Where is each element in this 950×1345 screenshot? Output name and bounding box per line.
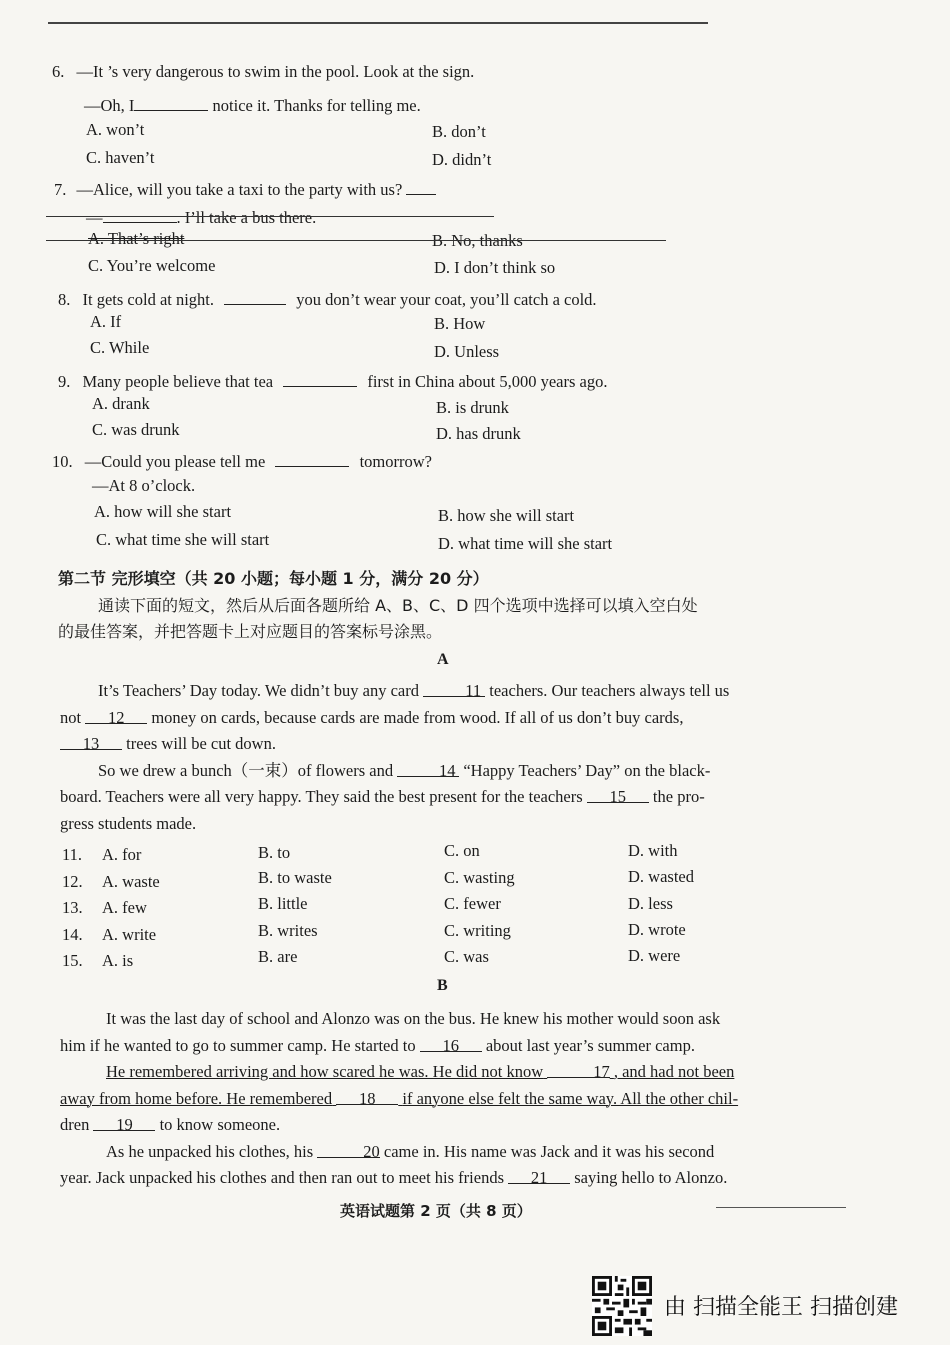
option-d: D. with bbox=[628, 841, 678, 860]
passage-a-heading: A bbox=[437, 651, 449, 668]
question-6-reply bbox=[84, 92, 421, 116]
option-d: D. less bbox=[628, 894, 673, 913]
question-number: 10. bbox=[52, 452, 73, 471]
option-number: 11. bbox=[62, 845, 83, 864]
option-a: A. is bbox=[102, 951, 134, 970]
option-c: C. haven’t bbox=[86, 148, 155, 167]
option-b: B. little bbox=[258, 894, 308, 913]
option-a: A. That’s right bbox=[88, 229, 185, 248]
passage-a bbox=[60, 678, 812, 837]
blank-19: 19 bbox=[93, 1112, 155, 1131]
passage-text: away from home before. He remembered bbox=[60, 1088, 333, 1108]
option-d: D. were bbox=[628, 946, 681, 965]
scanner-watermark: 由 扫描全能王 扫描创建 bbox=[664, 1295, 898, 1320]
blank-13: 13 bbox=[60, 731, 122, 750]
question-number: 9. bbox=[58, 372, 71, 391]
option-d: D. has drunk bbox=[436, 424, 521, 443]
option-b: B. How bbox=[434, 314, 486, 333]
option-a: A. won’t bbox=[86, 120, 145, 139]
passage-text: money on cards, because cards are made from wood. If all of us don’t buy cards, bbox=[151, 707, 684, 727]
option-c: C. wasting bbox=[444, 868, 515, 887]
option-d: D. what time will she start bbox=[438, 534, 613, 553]
section-title: 第二节 完形填空（共 20 小题；每小题 1 分，满分 20 分） bbox=[58, 569, 489, 588]
option-c: C. on bbox=[444, 841, 480, 860]
option-c: C. writing bbox=[444, 921, 511, 940]
question-9 bbox=[58, 368, 607, 392]
option-c: C. fewer bbox=[444, 894, 501, 913]
option-b: B. to bbox=[258, 843, 291, 862]
option-number: 14. bbox=[62, 925, 83, 944]
reply-end: notice it. Thanks for telling me. bbox=[212, 96, 421, 115]
answer-blank bbox=[275, 448, 349, 467]
passage-b bbox=[60, 1006, 812, 1192]
answer-blank bbox=[134, 92, 208, 111]
question-text: —Alice, will you take a taxi to the party with us? bbox=[76, 180, 403, 199]
blank-21: 21 bbox=[508, 1165, 570, 1184]
option-a: A. waste bbox=[102, 872, 160, 891]
option-a: A. drank bbox=[92, 394, 150, 413]
passage-text: not bbox=[60, 707, 82, 727]
option-number: 15. bbox=[62, 951, 83, 970]
option-d: D. didn’t bbox=[432, 150, 492, 169]
option-a: A. few bbox=[102, 898, 147, 917]
option-b: B. are bbox=[258, 947, 298, 966]
option-a: A. write bbox=[102, 925, 157, 944]
reply-start: —Oh, I bbox=[84, 96, 135, 115]
option-d: D. Unless bbox=[434, 342, 500, 361]
passage-text: the pro- bbox=[652, 787, 705, 806]
bleed-through bbox=[600, 110, 604, 126]
option-b: B. writes bbox=[258, 921, 318, 940]
option-d: D. wrote bbox=[628, 920, 686, 939]
question-number: 6. bbox=[52, 62, 65, 81]
passage-text: It’s Teachers’ Day today. We didn’t buy any card bbox=[98, 681, 420, 700]
question-6 bbox=[52, 62, 474, 82]
passage-text: He remembered arriving and how scared he was. He did not know bbox=[106, 1062, 544, 1081]
reply-start: — bbox=[86, 208, 103, 227]
reply-end: . I’ll take a bus there. bbox=[176, 208, 317, 227]
question-10-reply: —At 8 o’clock. bbox=[92, 476, 196, 495]
answer-mark bbox=[406, 176, 436, 195]
blank-20: 20 bbox=[317, 1139, 380, 1158]
passage-text: board. Teachers were all very happy. They said the best present for the teachers bbox=[60, 787, 583, 806]
option-d: D. wasted bbox=[628, 867, 694, 886]
scan-rule bbox=[46, 240, 666, 241]
blank-11: 11 bbox=[423, 678, 485, 697]
question-text: Many people believe that tea bbox=[82, 372, 274, 391]
question-text-end: you don’t wear your coat, you’ll catch a cold. bbox=[296, 290, 597, 309]
passage-text: It was the last day of school and Alonzo was on the bus. He knew his mother would soon ask bbox=[106, 1009, 721, 1028]
qr-code-icon bbox=[592, 1276, 652, 1336]
blank-18: 18 bbox=[336, 1086, 398, 1105]
question-text-end: tomorrow? bbox=[359, 452, 432, 471]
option-c: C. While bbox=[90, 338, 150, 357]
option-b: B. is drunk bbox=[436, 398, 509, 417]
passage-text: trees will be cut down. bbox=[126, 734, 276, 753]
passage-text: , and had not been bbox=[613, 1062, 735, 1081]
option-c: C. was bbox=[444, 947, 489, 966]
passage-text: to know someone. bbox=[159, 1115, 281, 1134]
option-c: C. what time she will start bbox=[96, 530, 270, 549]
passage-text: As he unpacked his clothes, his bbox=[106, 1141, 314, 1161]
blank-16: 16 bbox=[420, 1033, 482, 1052]
passage-text: him if he wanted to go to summer camp. He started to bbox=[60, 1035, 416, 1055]
top-rule bbox=[48, 22, 708, 24]
question-number: 7. bbox=[54, 180, 67, 199]
option-c: C. You’re welcome bbox=[88, 256, 216, 275]
question-10 bbox=[52, 448, 432, 472]
page-footer: 英语试题第 2 页（共 8 页） bbox=[340, 1202, 532, 1220]
passage-b-heading: B bbox=[437, 977, 448, 994]
option-d: D. I don’t think so bbox=[434, 258, 556, 277]
instruction-line-1: 通读下面的短文，然后从后面各题所给 A、B、C、D 四个选项中选择可以填入空白处 bbox=[98, 596, 698, 615]
question-text: —Could you please tell me bbox=[84, 452, 266, 471]
question-7 bbox=[54, 176, 436, 200]
footer-rule bbox=[716, 1207, 846, 1208]
option-b: B. to waste bbox=[258, 868, 332, 887]
answer-blank bbox=[224, 286, 286, 305]
question-text-end: first in China about 5,000 years ago. bbox=[367, 372, 608, 391]
passage-text: So we drew a bunch（一束）of flowers and bbox=[98, 760, 394, 780]
question-8 bbox=[58, 286, 597, 310]
option-c: C. was drunk bbox=[92, 420, 180, 439]
option-b: B. how she will start bbox=[438, 506, 575, 525]
passage-text: year. Jack unpacked his clothes and then ran out to meet his friends bbox=[60, 1168, 504, 1187]
passage-text: dren bbox=[60, 1115, 90, 1134]
answer-blank bbox=[283, 368, 357, 387]
option-number: 13. bbox=[62, 898, 83, 917]
question-text: It gets cold at night. bbox=[82, 290, 215, 309]
option-a: A. If bbox=[90, 312, 122, 331]
option-a: A. for bbox=[102, 845, 142, 864]
passage-text: “Happy Teachers’ Day” on the black- bbox=[463, 760, 711, 780]
passage-text: teachers. Our teachers always tell us bbox=[489, 681, 730, 700]
question-number: 8. bbox=[58, 290, 71, 309]
question-text: —It ’s very dangerous to swim in the pool. Look at the sign. bbox=[76, 62, 475, 81]
blank-15: 15 bbox=[587, 784, 649, 803]
instruction-line-2: 的最佳答案，并把答题卡上对应题目的答案标号涂黑。 bbox=[58, 622, 443, 641]
scan-rule bbox=[46, 216, 494, 217]
option-b: B. don’t bbox=[432, 122, 486, 141]
passage-text: about last year’s summer camp. bbox=[485, 1035, 695, 1055]
option-a: A. how will she start bbox=[94, 502, 232, 521]
blank-17: 17 bbox=[547, 1059, 610, 1078]
passage-text: if anyone else felt the same way. All the other chil- bbox=[402, 1088, 739, 1108]
option-number: 12. bbox=[62, 872, 83, 891]
answer-blank bbox=[103, 204, 177, 223]
passage-text: gress students made. bbox=[60, 813, 197, 833]
blank-12: 12 bbox=[85, 705, 147, 724]
blank-14: 14 bbox=[397, 758, 459, 777]
passage-text: saying hello to Alonzo. bbox=[574, 1168, 728, 1187]
option-b: B. No, thanks bbox=[432, 231, 523, 250]
passage-text: came in. His name was Jack and it was his second bbox=[383, 1141, 715, 1161]
